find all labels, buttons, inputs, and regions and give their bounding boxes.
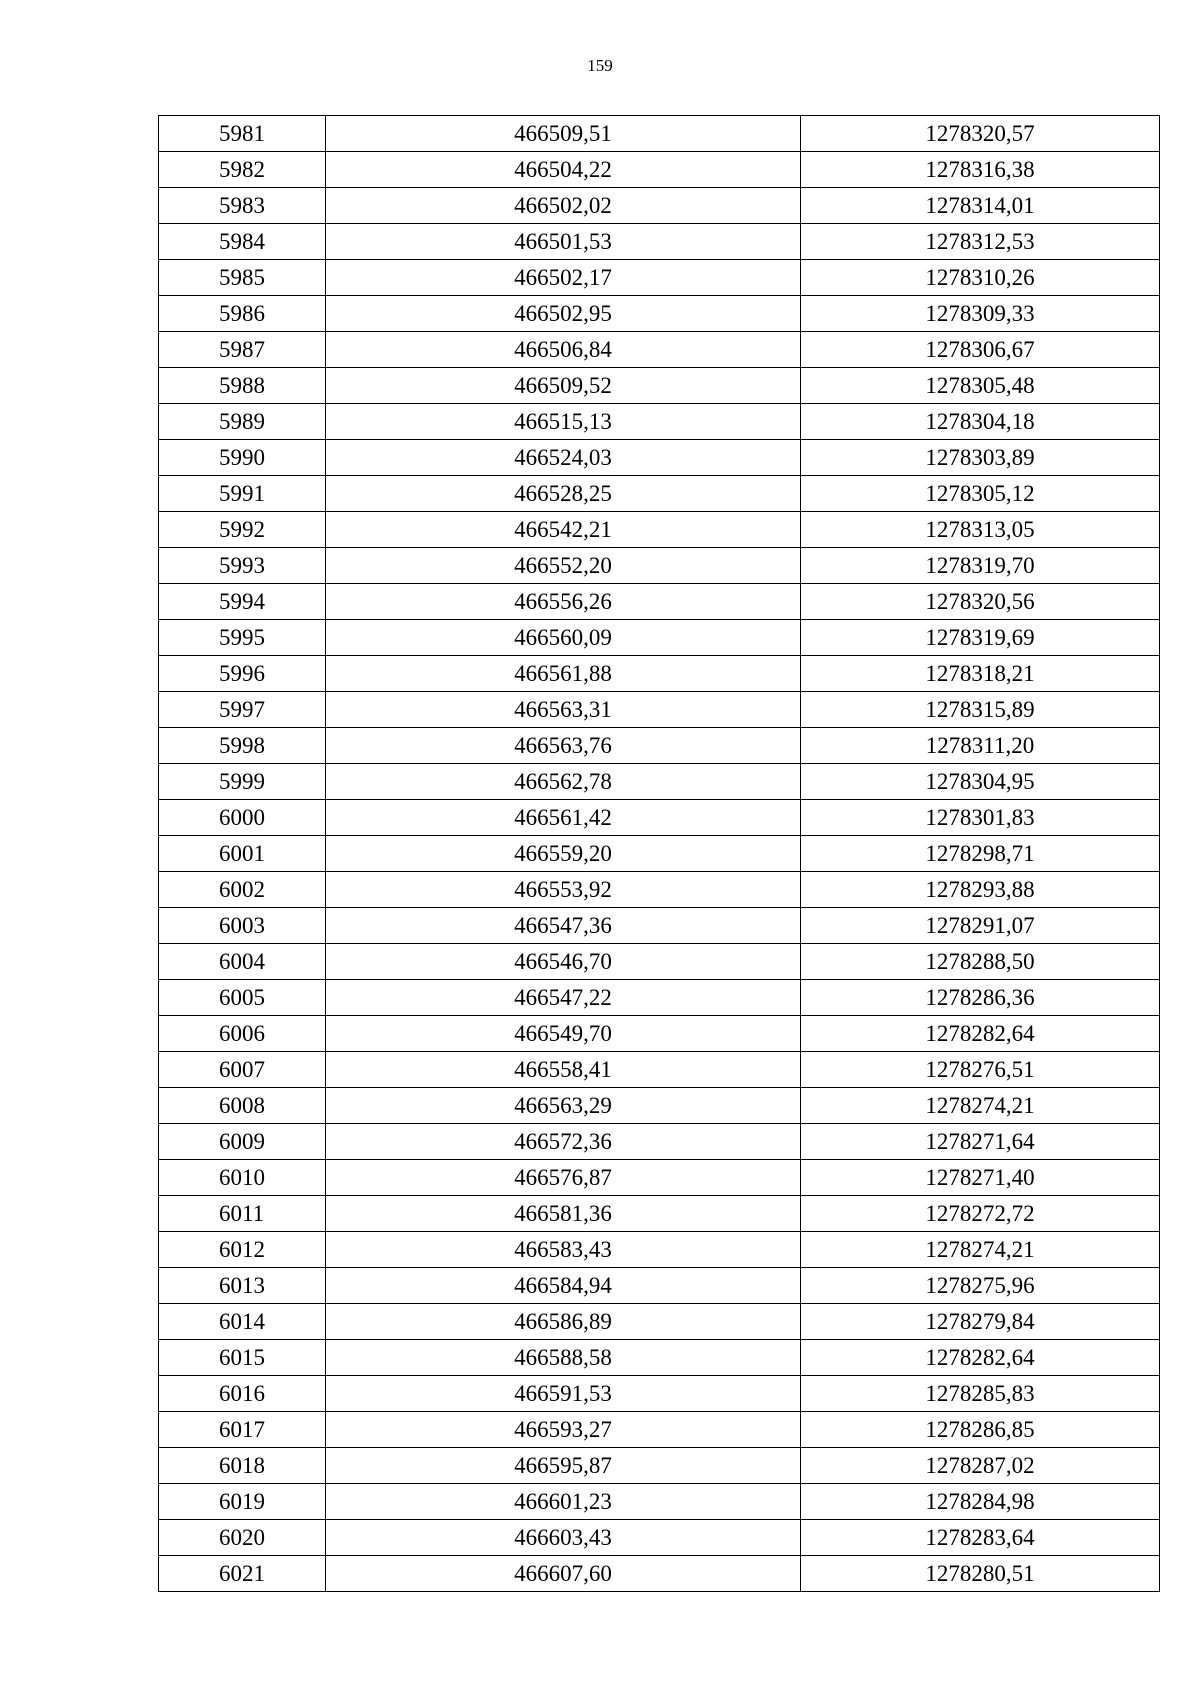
y-coordinate-cell: 1278304,95 — [801, 764, 1160, 800]
y-coordinate-cell: 1278319,70 — [801, 548, 1160, 584]
table-row — [159, 1412, 1160, 1448]
table-row — [159, 584, 1160, 620]
coordinates-table-body — [159, 116, 1160, 1592]
x-coordinate-cell: 466591,53 — [326, 1376, 801, 1412]
x-coordinate-cell: 466560,09 — [326, 620, 801, 656]
point-number-cell: 5990 — [159, 440, 326, 476]
y-coordinate-cell: 1278272,72 — [801, 1196, 1160, 1232]
x-coordinate-cell: 466595,87 — [326, 1448, 801, 1484]
x-coordinate-cell: 466502,95 — [326, 296, 801, 332]
y-coordinate-cell: 1278271,40 — [801, 1160, 1160, 1196]
table-row — [159, 1160, 1160, 1196]
table-row — [159, 1376, 1160, 1412]
x-coordinate-cell: 466552,20 — [326, 548, 801, 584]
point-number-cell: 5997 — [159, 692, 326, 728]
y-coordinate-cell: 1278315,89 — [801, 692, 1160, 728]
table-row — [159, 116, 1160, 152]
point-number-cell: 5981 — [159, 116, 326, 152]
table-row — [159, 620, 1160, 656]
table-row — [159, 944, 1160, 980]
table-row — [159, 1088, 1160, 1124]
point-number-cell: 6013 — [159, 1268, 326, 1304]
point-number-cell: 6018 — [159, 1448, 326, 1484]
point-number-cell: 6005 — [159, 980, 326, 1016]
point-number-cell: 5998 — [159, 728, 326, 764]
table-row — [159, 1304, 1160, 1340]
y-coordinate-cell: 1278271,64 — [801, 1124, 1160, 1160]
point-number-cell: 6017 — [159, 1412, 326, 1448]
y-coordinate-cell: 1278282,64 — [801, 1340, 1160, 1376]
point-number-cell: 5992 — [159, 512, 326, 548]
point-number-cell: 5991 — [159, 476, 326, 512]
x-coordinate-cell: 466601,23 — [326, 1484, 801, 1520]
table-row — [159, 1556, 1160, 1592]
x-coordinate-cell: 466583,43 — [326, 1232, 801, 1268]
y-coordinate-cell: 1278298,71 — [801, 836, 1160, 872]
x-coordinate-cell: 466515,13 — [326, 404, 801, 440]
table-row — [159, 1124, 1160, 1160]
table-row — [159, 152, 1160, 188]
y-coordinate-cell: 1278312,53 — [801, 224, 1160, 260]
y-coordinate-cell: 1278306,67 — [801, 332, 1160, 368]
x-coordinate-cell: 466546,70 — [326, 944, 801, 980]
y-coordinate-cell: 1278285,83 — [801, 1376, 1160, 1412]
y-coordinate-cell: 1278286,36 — [801, 980, 1160, 1016]
x-coordinate-cell: 466603,43 — [326, 1520, 801, 1556]
x-coordinate-cell: 466501,53 — [326, 224, 801, 260]
point-number-cell: 5989 — [159, 404, 326, 440]
x-coordinate-cell: 466504,22 — [326, 152, 801, 188]
point-number-cell: 5984 — [159, 224, 326, 260]
y-coordinate-cell: 1278287,02 — [801, 1448, 1160, 1484]
x-coordinate-cell: 466588,58 — [326, 1340, 801, 1376]
y-coordinate-cell: 1278291,07 — [801, 908, 1160, 944]
point-number-cell: 6009 — [159, 1124, 326, 1160]
point-number-cell: 6011 — [159, 1196, 326, 1232]
x-coordinate-cell: 466593,27 — [326, 1412, 801, 1448]
point-number-cell: 6007 — [159, 1052, 326, 1088]
point-number-cell: 6003 — [159, 908, 326, 944]
table-row — [159, 800, 1160, 836]
point-number-cell: 6001 — [159, 836, 326, 872]
y-coordinate-cell: 1278274,21 — [801, 1232, 1160, 1268]
table-row — [159, 512, 1160, 548]
x-coordinate-cell: 466524,03 — [326, 440, 801, 476]
x-coordinate-cell: 466572,36 — [326, 1124, 801, 1160]
table-row — [159, 476, 1160, 512]
point-number-cell: 5987 — [159, 332, 326, 368]
y-coordinate-cell: 1278314,01 — [801, 188, 1160, 224]
x-coordinate-cell: 466586,89 — [326, 1304, 801, 1340]
y-coordinate-cell: 1278282,64 — [801, 1016, 1160, 1052]
table-row — [159, 692, 1160, 728]
table-row — [159, 728, 1160, 764]
y-coordinate-cell: 1278284,98 — [801, 1484, 1160, 1520]
x-coordinate-cell: 466561,42 — [326, 800, 801, 836]
point-number-cell: 5996 — [159, 656, 326, 692]
x-coordinate-cell: 466556,26 — [326, 584, 801, 620]
point-number-cell: 5993 — [159, 548, 326, 584]
point-number-cell: 5982 — [159, 152, 326, 188]
y-coordinate-cell: 1278303,89 — [801, 440, 1160, 476]
point-number-cell: 6021 — [159, 1556, 326, 1592]
point-number-cell: 6002 — [159, 872, 326, 908]
table-row — [159, 908, 1160, 944]
table-row — [159, 980, 1160, 1016]
table-row — [159, 440, 1160, 476]
x-coordinate-cell: 466581,36 — [326, 1196, 801, 1232]
y-coordinate-cell: 1278319,69 — [801, 620, 1160, 656]
x-coordinate-cell: 466562,78 — [326, 764, 801, 800]
table-row — [159, 368, 1160, 404]
x-coordinate-cell: 466563,29 — [326, 1088, 801, 1124]
table-row — [159, 1448, 1160, 1484]
point-number-cell: 5983 — [159, 188, 326, 224]
y-coordinate-cell: 1278310,26 — [801, 260, 1160, 296]
x-coordinate-cell: 466553,92 — [326, 872, 801, 908]
page-number: 159 — [587, 56, 613, 75]
table-row — [159, 836, 1160, 872]
point-number-cell: 6000 — [159, 800, 326, 836]
x-coordinate-cell: 466549,70 — [326, 1016, 801, 1052]
y-coordinate-cell: 1278313,05 — [801, 512, 1160, 548]
y-coordinate-cell: 1278279,84 — [801, 1304, 1160, 1340]
table-row — [159, 1196, 1160, 1232]
table-row — [159, 1052, 1160, 1088]
table-row — [159, 296, 1160, 332]
point-number-cell: 5999 — [159, 764, 326, 800]
point-number-cell: 6004 — [159, 944, 326, 980]
x-coordinate-cell: 466561,88 — [326, 656, 801, 692]
y-coordinate-cell: 1278293,88 — [801, 872, 1160, 908]
x-coordinate-cell: 466563,76 — [326, 728, 801, 764]
table-row — [159, 1484, 1160, 1520]
y-coordinate-cell: 1278309,33 — [801, 296, 1160, 332]
x-coordinate-cell: 466547,36 — [326, 908, 801, 944]
point-number-cell: 6019 — [159, 1484, 326, 1520]
table-row — [159, 260, 1160, 296]
y-coordinate-cell: 1278304,18 — [801, 404, 1160, 440]
x-coordinate-cell: 466576,87 — [326, 1160, 801, 1196]
point-number-cell: 6006 — [159, 1016, 326, 1052]
x-coordinate-cell: 466547,22 — [326, 980, 801, 1016]
y-coordinate-cell: 1278316,38 — [801, 152, 1160, 188]
x-coordinate-cell: 466509,52 — [326, 368, 801, 404]
table-row — [159, 1268, 1160, 1304]
x-coordinate-cell: 466528,25 — [326, 476, 801, 512]
x-coordinate-cell: 466502,17 — [326, 260, 801, 296]
table-row — [159, 656, 1160, 692]
table-row — [159, 332, 1160, 368]
y-coordinate-cell: 1278274,21 — [801, 1088, 1160, 1124]
point-number-cell: 6012 — [159, 1232, 326, 1268]
point-number-cell: 6014 — [159, 1304, 326, 1340]
coordinates-table — [158, 115, 1160, 1592]
point-number-cell: 5985 — [159, 260, 326, 296]
y-coordinate-cell: 1278311,20 — [801, 728, 1160, 764]
table-row — [159, 548, 1160, 584]
x-coordinate-cell: 466506,84 — [326, 332, 801, 368]
x-coordinate-cell: 466502,02 — [326, 188, 801, 224]
table-row — [159, 1520, 1160, 1556]
y-coordinate-cell: 1278276,51 — [801, 1052, 1160, 1088]
table-row — [159, 224, 1160, 260]
y-coordinate-cell: 1278305,48 — [801, 368, 1160, 404]
table-row — [159, 1232, 1160, 1268]
y-coordinate-cell: 1278318,21 — [801, 656, 1160, 692]
y-coordinate-cell: 1278286,85 — [801, 1412, 1160, 1448]
y-coordinate-cell: 1278275,96 — [801, 1268, 1160, 1304]
table-row — [159, 188, 1160, 224]
y-coordinate-cell: 1278301,83 — [801, 800, 1160, 836]
point-number-cell: 6016 — [159, 1376, 326, 1412]
x-coordinate-cell: 466509,51 — [326, 116, 801, 152]
x-coordinate-cell: 466558,41 — [326, 1052, 801, 1088]
point-number-cell: 6015 — [159, 1340, 326, 1376]
point-number-cell: 6020 — [159, 1520, 326, 1556]
point-number-cell: 6008 — [159, 1088, 326, 1124]
table-row — [159, 1016, 1160, 1052]
table-row — [159, 404, 1160, 440]
x-coordinate-cell: 466542,21 — [326, 512, 801, 548]
table-row — [159, 872, 1160, 908]
x-coordinate-cell: 466607,60 — [326, 1556, 801, 1592]
point-number-cell: 6010 — [159, 1160, 326, 1196]
y-coordinate-cell: 1278320,57 — [801, 116, 1160, 152]
x-coordinate-cell: 466584,94 — [326, 1268, 801, 1304]
y-coordinate-cell: 1278288,50 — [801, 944, 1160, 980]
table-row — [159, 1340, 1160, 1376]
point-number-cell: 5994 — [159, 584, 326, 620]
point-number-cell: 5995 — [159, 620, 326, 656]
x-coordinate-cell: 466559,20 — [326, 836, 801, 872]
x-coordinate-cell: 466563,31 — [326, 692, 801, 728]
table-row — [159, 764, 1160, 800]
y-coordinate-cell: 1278320,56 — [801, 584, 1160, 620]
y-coordinate-cell: 1278283,64 — [801, 1520, 1160, 1556]
point-number-cell: 5988 — [159, 368, 326, 404]
y-coordinate-cell: 1278280,51 — [801, 1556, 1160, 1592]
y-coordinate-cell: 1278305,12 — [801, 476, 1160, 512]
point-number-cell: 5986 — [159, 296, 326, 332]
